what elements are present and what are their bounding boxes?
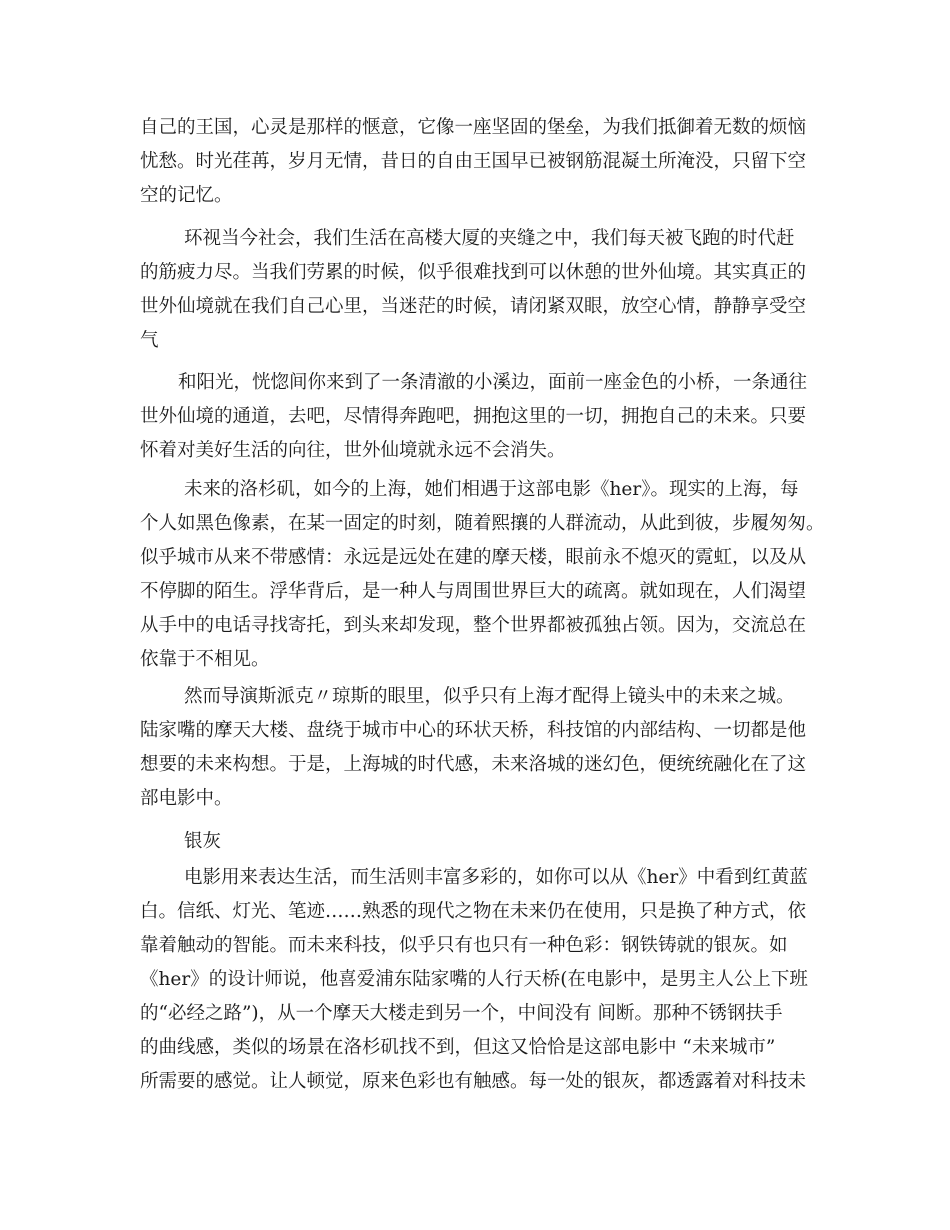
text-line: 世外仙境就在我们自己心里，当迷茫的时候，请闭紧双眼，放空心情，静静享受空 — [140, 296, 807, 317]
paragraph-first-line: 未来的洛杉矶，如今的上海，她们相遇于这部电影《her》。现实的上海，每 — [184, 479, 799, 500]
text-line: 所需要的感觉。让人顿觉，原来色彩也有触感。每一处的银灰，都透露着对科技未 — [140, 1071, 807, 1092]
text-line: 的曲线感，类似的场景在洛杉矶找不到，但这又恰恰是这部电影中 “未来城市” — [140, 1037, 776, 1058]
text-line: 陆家嘴的摩天大楼、盘绕于城市中心的环状天桥，科技馆的内部结构、一切都是他 — [140, 720, 807, 741]
text-line: 白。信纸、灯光、笔迹……熟悉的现代之物在未来仍在使用，只是换了种方式，依 — [140, 901, 807, 922]
text-line: 想要的未来构想。于是，上海城的时代感，未来洛城的迷幻色，便统统融化在了这 — [140, 754, 807, 775]
text-line: 《her》的设计师说，他喜爱浦东陆家嘴的人行天桥(在电影中，是男主人公上下班 — [140, 969, 808, 990]
text-line: 世外仙境的通道，去吧，尽情得奔跑吧，拥抱这里的一切，拥抱自己的未来。只要 — [140, 406, 807, 427]
paragraph-first-line: 然而导演斯派克〃琼斯的眼里，似乎只有上海才配得上镜头中的未来之城。 — [184, 686, 795, 707]
text-line: 气 — [140, 330, 159, 351]
text-line: 部电影中。 — [140, 788, 233, 809]
text-line: 空的记忆。 — [140, 185, 233, 206]
text-line: 的“必经之路”)，从一个摩天大楼走到另一个，中间没有 间断。那种不锈钢扶手 — [140, 1003, 783, 1024]
text-line: 忧愁。时光荏苒，岁月无情，昔日的自由王国早已被钢筋混凝土所淹没，只留下空 — [140, 151, 807, 172]
paragraph-first-line: 环视当今社会，我们生活在高楼大厦的夹缝之中，我们每天被飞跑的时代赶 — [184, 228, 795, 249]
paragraph-first-line: 和阳光，恍惚间你来到了一条清澈的小溪边，面前一座金色的小桥，一条通往 — [178, 372, 808, 393]
text-line: 的筋疲力尽。当我们劳累的时候，似乎很难找到可以休憩的世外仙境。其实真正的 — [140, 262, 807, 283]
text-line: 靠着触动的智能。而未来科技，似乎只有也只有一种色彩：钢铁铸就的银灰。如 — [140, 935, 788, 956]
text-line: 依靠于不相见。 — [140, 649, 270, 670]
text-line: 似乎城市从来不带感情：永远是远处在建的摩天楼，眼前永不熄灭的霓虹，以及从 — [140, 547, 807, 568]
text-line: 不停脚的陌生。浮华背后，是一种人与周围世界巨大的疏离。就如现在，人们渴望 — [140, 581, 807, 602]
text-line: 从手中的电话寻找寄托，到头来却发现，整个世界都被孤独占领。因为，交流总在 — [140, 615, 807, 636]
text-line: 怀着对美好生活的向往，世外仙境就永远不会消失。 — [140, 440, 566, 461]
paragraph-first-line: 电影用来表达生活，而生活则丰富多彩的，如你可以从《her》中看到红黄蓝 — [184, 867, 808, 888]
text-line: 自己的王国，心灵是那样的惬意，它像一座坚固的堡垒，为我们抵御着无数的烦恼 — [140, 117, 807, 138]
text-line: 个人如黑色像素，在某一固定的时刻，随着熙攘的人群流动，从此到彼，步履匆匆。 — [140, 513, 825, 534]
section-heading: 银灰 — [184, 831, 222, 852]
